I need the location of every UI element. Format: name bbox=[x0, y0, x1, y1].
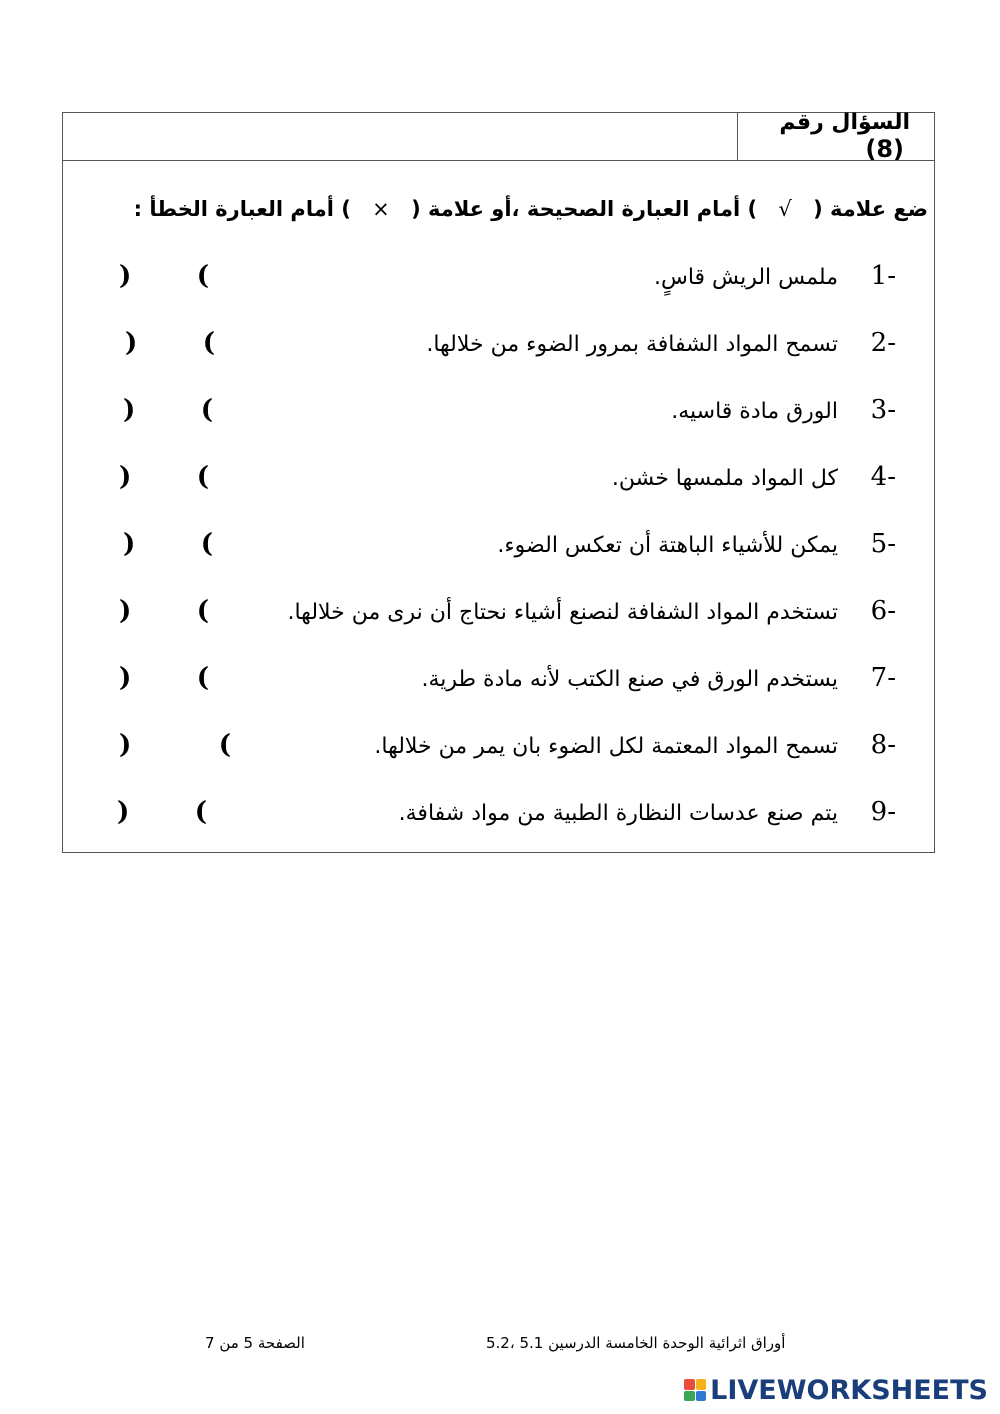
answer-open-paren: ( bbox=[194, 797, 207, 827]
answer-open-paren: ( bbox=[202, 328, 215, 358]
statement-item bbox=[63, 529, 934, 569]
liveworksheets-logo-icon bbox=[684, 1379, 706, 1401]
answer-close-paren: ) bbox=[119, 596, 132, 626]
statement-item bbox=[63, 395, 934, 435]
answer-open-paren: ( bbox=[200, 395, 213, 425]
instruction-part-2: ) أمام العبارة الصحيحة ،أو علامة ( bbox=[411, 197, 758, 221]
question-title bbox=[738, 110, 910, 163]
answer-close-paren: ) bbox=[119, 462, 132, 492]
answer-box[interactable] bbox=[119, 462, 209, 498]
statement-number: 6- bbox=[870, 596, 896, 626]
instruction-part-3: ) أمام العبارة الخطأ : bbox=[133, 197, 351, 221]
logo-square bbox=[696, 1391, 707, 1402]
answer-close-paren: ) bbox=[119, 261, 132, 291]
answer-close-paren: ) bbox=[125, 328, 138, 358]
statement-item bbox=[63, 462, 934, 502]
answer-open-paren: ( bbox=[196, 462, 209, 492]
answer-close-paren: ) bbox=[119, 730, 132, 760]
statement-number: 2- bbox=[870, 328, 896, 358]
logo-square bbox=[696, 1379, 707, 1390]
cross-mark-icon: × bbox=[372, 197, 390, 221]
answer-box[interactable] bbox=[123, 529, 213, 565]
statement-item bbox=[63, 261, 934, 301]
footer-page-number: الصفحة 5 من 7 bbox=[205, 1334, 305, 1352]
answer-open-paren: ( bbox=[218, 730, 231, 760]
answer-close-paren: ) bbox=[123, 529, 136, 559]
liveworksheets-brand[interactable] bbox=[684, 1372, 988, 1408]
statement-number: 3- bbox=[870, 395, 896, 425]
answer-open-paren: ( bbox=[196, 596, 209, 626]
answer-box[interactable] bbox=[119, 663, 209, 699]
footer-title: أوراق اثرائية الوحدة الخامسة الدرسين 5.1 ،5.2 bbox=[486, 1334, 786, 1352]
question-title-text: السؤال رقم bbox=[779, 110, 910, 135]
answer-box[interactable] bbox=[117, 797, 207, 833]
statement-text: تستخدم المواد الشفافة لنصنع أشياء نحتاج أن نرى من خلالها. bbox=[287, 600, 838, 625]
statement-item bbox=[63, 663, 934, 703]
check-mark-icon: √ bbox=[778, 197, 792, 221]
statement-text: ملمس الريش قاسٍ. bbox=[653, 265, 838, 290]
answer-open-paren: ( bbox=[196, 663, 209, 693]
statement-item bbox=[63, 730, 934, 770]
answer-close-paren: ) bbox=[117, 797, 130, 827]
answer-box[interactable] bbox=[119, 261, 209, 297]
statement-number: 8- bbox=[870, 730, 896, 760]
statement-text: يتم صنع عدسات النظارة الطبية من مواد شفافة. bbox=[398, 801, 838, 826]
answer-box[interactable] bbox=[119, 596, 209, 632]
statement-text: يستخدم الورق في صنع الكتب لأنه مادة طرية. bbox=[421, 667, 838, 692]
statement-item bbox=[63, 328, 934, 368]
statement-text: تسمح المواد المعتمة لكل الضوء بان يمر من خلالها. bbox=[374, 734, 838, 759]
answer-open-paren: ( bbox=[196, 261, 209, 291]
statement-number: 4- bbox=[870, 462, 896, 492]
answer-close-paren: ) bbox=[119, 663, 132, 693]
statement-item bbox=[63, 797, 934, 837]
question-number: (8) bbox=[865, 135, 904, 163]
answer-box[interactable] bbox=[119, 730, 231, 766]
question-sheet bbox=[62, 112, 935, 853]
statement-number: 7- bbox=[870, 663, 896, 693]
question-title-cell bbox=[737, 110, 934, 163]
statement-text: كل المواد ملمسها خشن. bbox=[611, 466, 838, 491]
statement-text: الورق مادة قاسيه. bbox=[671, 399, 838, 424]
answer-box[interactable] bbox=[123, 395, 213, 431]
statement-item bbox=[63, 596, 934, 636]
instruction-text bbox=[128, 197, 928, 221]
answer-box[interactable] bbox=[125, 328, 215, 364]
question-header-row bbox=[63, 110, 934, 163]
statement-number: 1- bbox=[870, 261, 896, 291]
statement-number: 9- bbox=[870, 797, 896, 827]
statement-number: 5- bbox=[870, 529, 896, 559]
brand-text: LIVEWORKSHEETS bbox=[710, 1374, 988, 1406]
answer-close-paren: ) bbox=[123, 395, 136, 425]
logo-square bbox=[684, 1391, 695, 1402]
statement-text: يمكن للأشياء الباهتة أن تعكس الضوء. bbox=[497, 533, 838, 558]
statement-text: تسمح المواد الشفافة بمرور الضوء من خلالها. bbox=[426, 332, 838, 357]
answer-open-paren: ( bbox=[200, 529, 213, 559]
instruction-part-1: ضع علامة ( bbox=[813, 197, 928, 221]
logo-square bbox=[684, 1379, 695, 1390]
